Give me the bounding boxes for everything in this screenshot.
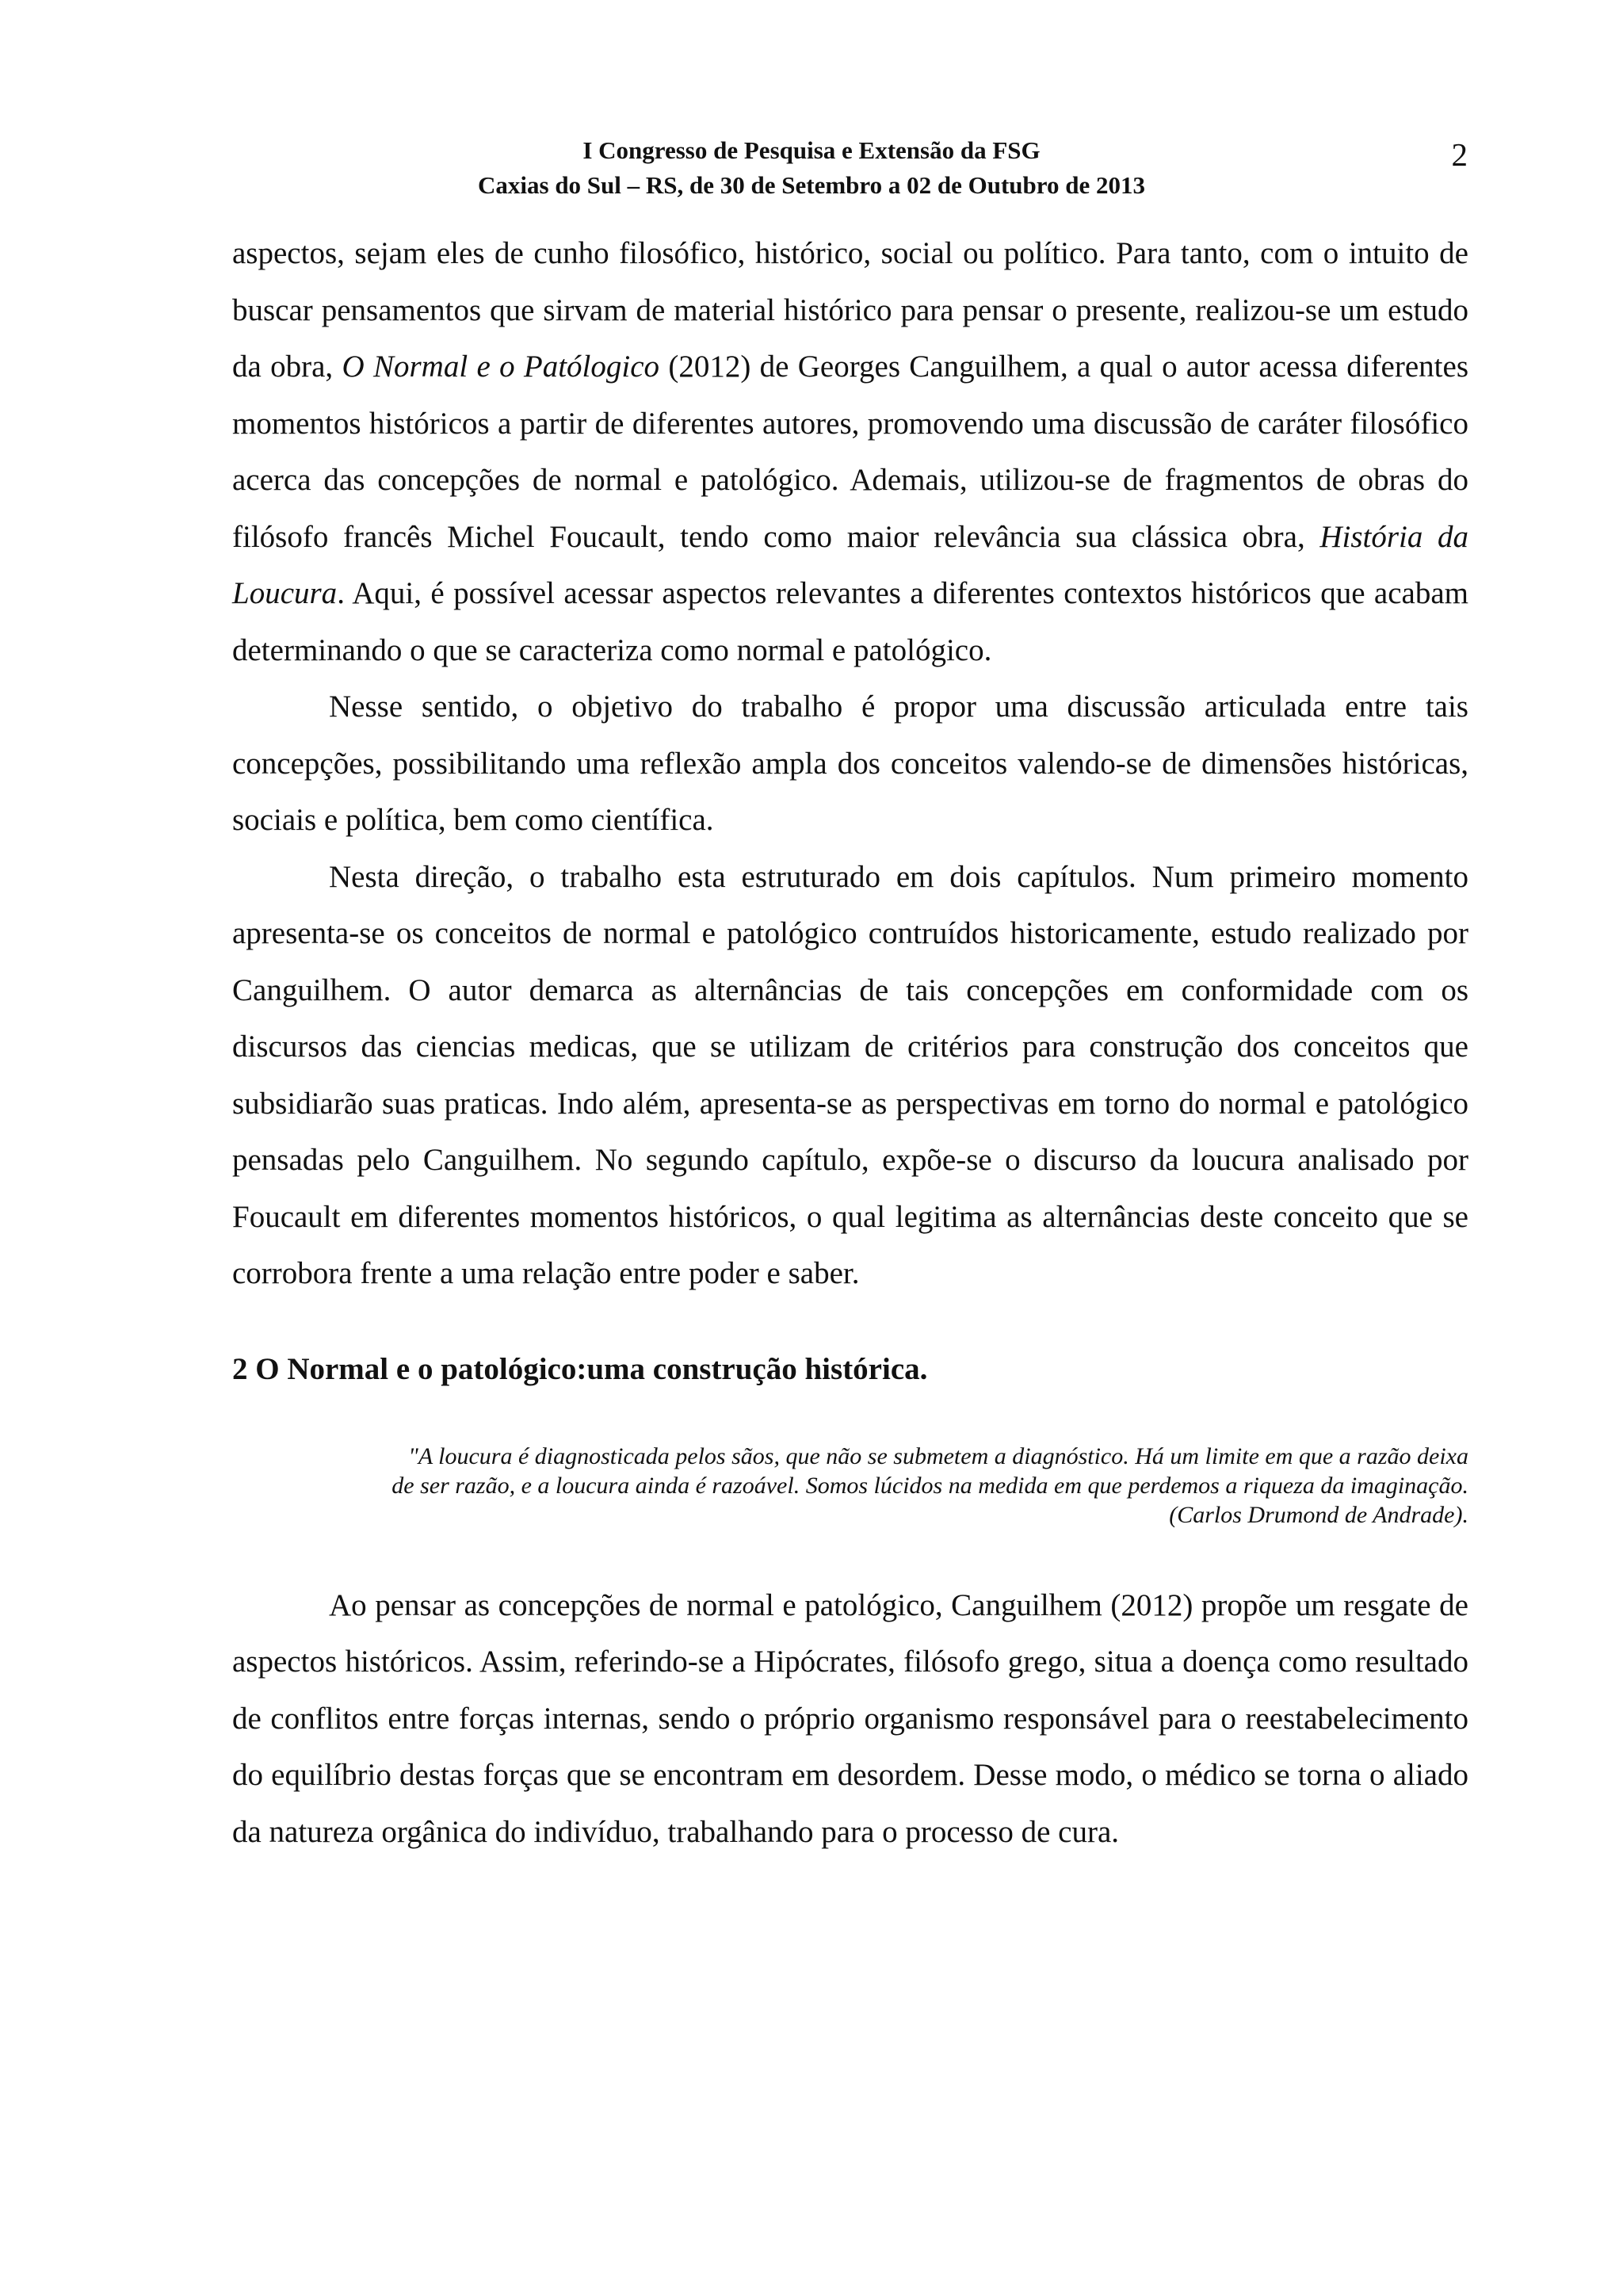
document-body <box>232 225 1468 1860</box>
paragraph-objective: Nesse sentido, o objetivo do trabalho é propor uma discussão articulada entre tais concepções, possibilitando uma reflexão ampla dos conceitos valendo-se de dimensões históricas, sociais e política, bem como científica. <box>232 690 1468 837</box>
book-title-normal-patologico: O Normal e o Patólogico <box>342 350 660 384</box>
paragraph-intro-continuation <box>232 225 1468 678</box>
epigraph-quote <box>232 1442 1468 1530</box>
section-heading: 2 O Normal e o patológico:uma construção histórica. <box>232 1351 928 1386</box>
header-congress-title: I Congresso de Pesquisa e Extensão da FSG <box>582 136 1041 164</box>
paragraph-text: . Aqui, é possível acessar aspectos relevantes a diferentes contextos históricos que acabam determinando o que se caracteriza como normal e patológico. <box>232 576 1468 667</box>
header-location-dates: Caxias do Sul – RS, de 30 de Setembro a 02 de Outubro de 2013 <box>478 171 1145 199</box>
epigraph-line: de ser razão, e a loucura ainda é razoável. Somos lúcidos na medida em que perdemos a riqueza da imaginação. <box>391 1472 1468 1499</box>
epigraph-line: "A loucura é diagnosticada pelos sãos, que não se submetem a diagnóstico. Há um limite em que a razão deixa <box>408 1442 1468 1469</box>
book-title-historia-loucura: História da Loucura <box>232 519 1469 610</box>
paragraph-structure: Nesta direção, o trabalho esta estruturado em dois capítulos. Num primeiro momento apresenta-se os conceitos de normal e patológico contruídos historicamente, estudo realizado por Canguilhem. O autor demarca as alternâncias de tais concepções em conformidade com os discursos das ciencias medicas, que se utilizam de critérios para construção dos conceitos que subsidiarão suas praticas. Indo além, apresenta-se as perspectivas em torno do normal e patológico pensadas pelo Canguilhem. No segundo capítulo, expõe-se o discurso da loucura analisado por Foucault em diferentes momentos históricos, o qual legitima as alternâncias deste conceito que se corrobora frente a uma relação entre poder e saber. <box>232 859 1468 1290</box>
paragraph-text: (2012) de Georges Canguilhem, a qual o autor acessa diferentes momentos históricos a partir de diferentes autores, promovendo uma discussão de caráter filosófico acerca das concepções de normal e patológico. Ademais, utilizou-se de fragmentos de obras do filósofo francês Michel Foucault, tendo como maior relevância sua clássica obra, <box>232 350 1468 554</box>
paragraph-canguilhem-hipocrates: Ao pensar as concepções de normal e patológico, Canguilhem (2012) propõe um resgate de aspectos históricos. Assim, referindo-se a Hipócrates, filósofo grego, situa a doença como resultado de conflitos entre forças internas, sendo o próprio organismo responsável para o reestabelecimento do equilíbrio destas forças que se encontram em desordem. Desse modo, o médico se torna o aliado da natureza orgânica do indivíduo, trabalhando para o processo de cura. <box>232 1587 1468 1849</box>
page-number: 2 <box>1451 136 1468 173</box>
running-header <box>0 133 1623 203</box>
paragraph-text: aspectos, sejam eles de cunho filosófico, histórico, social ou político. Para tanto, com o intuito de buscar pensamentos que sirvam de material histórico para pensar o presente, realizou-se um estudo da obra, <box>232 236 1468 384</box>
epigraph-attribution: (Carlos Drumond de Andrade). <box>1169 1501 1468 1528</box>
